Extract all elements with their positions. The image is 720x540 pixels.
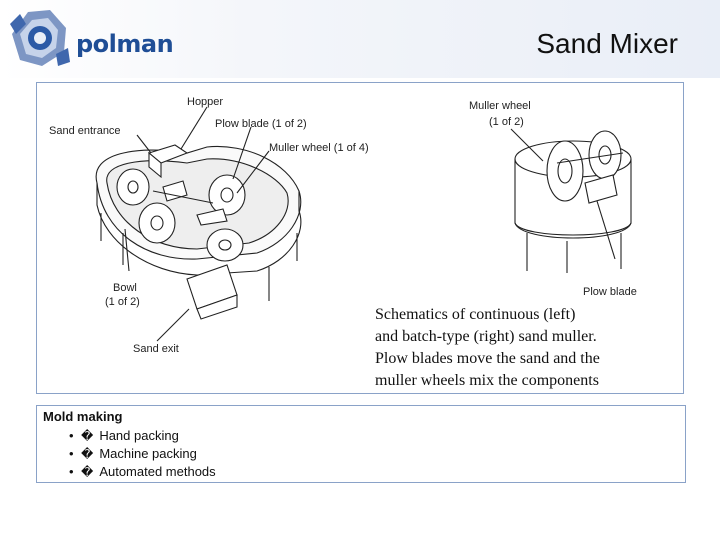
bullet-dot-icon: • bbox=[69, 428, 74, 443]
bullet-dot-icon: • bbox=[69, 464, 74, 479]
caption-line-4: muller wheels mix the components bbox=[375, 372, 599, 389]
bullet-dot-icon: • bbox=[69, 446, 74, 461]
missing-glyph-icon: � bbox=[81, 465, 94, 479]
missing-glyph-icon: � bbox=[81, 447, 94, 461]
caption-line-2: and batch-type (right) sand muller. bbox=[375, 328, 597, 345]
figure-caption bbox=[375, 306, 600, 389]
logo-text: polman bbox=[76, 30, 174, 58]
mold-making-heading: Mold making bbox=[43, 409, 123, 424]
list-item bbox=[69, 445, 679, 463]
caption-line-3: Plow blades move the sand and the bbox=[375, 350, 600, 367]
label-sand-entrance: Sand entrance bbox=[49, 125, 121, 137]
label-bowl-count: (1 of 2) bbox=[105, 296, 140, 308]
mold-making-box bbox=[36, 405, 686, 483]
list-item-text: Machine packing bbox=[99, 446, 197, 461]
missing-glyph-icon: � bbox=[81, 429, 94, 443]
caption-line-1: Schematics of continuous (left) bbox=[375, 306, 576, 323]
label-sand-exit: Sand exit bbox=[133, 343, 179, 355]
label-hopper: Hopper bbox=[187, 96, 224, 108]
list-item bbox=[69, 463, 679, 481]
label-plow-blade-left: Plow blade (1 of 2) bbox=[215, 118, 307, 130]
page-title: Sand Mixer bbox=[536, 28, 678, 59]
mold-making-list bbox=[43, 427, 679, 481]
list-item bbox=[69, 427, 679, 445]
list-item-text: Hand packing bbox=[99, 428, 179, 443]
label-bowl: Bowl bbox=[113, 282, 137, 294]
mixer-figure bbox=[36, 82, 684, 394]
list-item-text: Automated methods bbox=[99, 464, 216, 479]
label-muller-wheel-left: Muller wheel (1 of 4) bbox=[269, 142, 369, 154]
label-muller-wheel-right-count: (1 of 2) bbox=[489, 116, 524, 128]
label-muller-wheel-right: Muller wheel bbox=[469, 100, 531, 112]
header-bar bbox=[0, 0, 720, 78]
muller-schematic-drawing bbox=[37, 83, 685, 395]
label-plow-blade-right: Plow blade bbox=[583, 286, 637, 298]
